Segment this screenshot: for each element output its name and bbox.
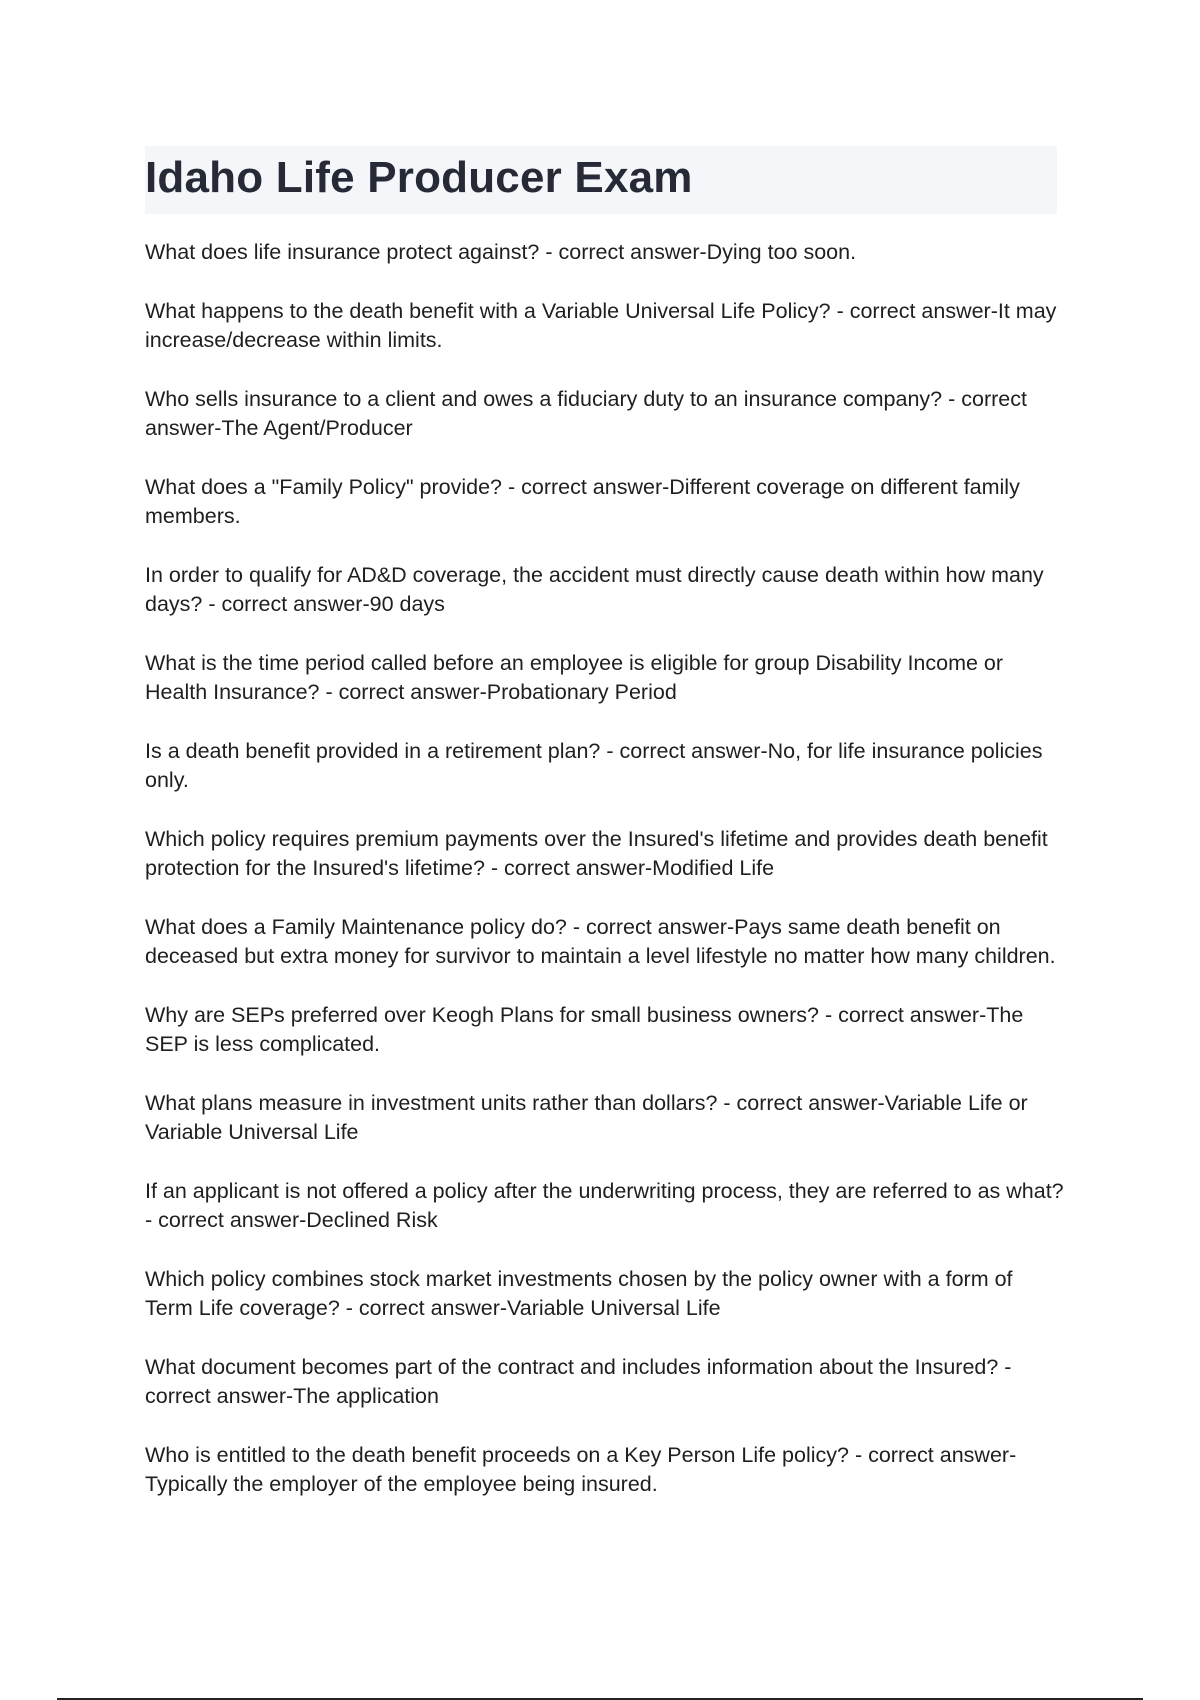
qa-item: What plans measure in investment units rather than dollars? - correct answer-Variable Life or Variable Universal Life <box>145 1090 1028 1144</box>
qa-list <box>145 238 1065 1529</box>
qa-item: What happens to the death benefit with a Variable Universal Life Policy? - correct answer-It may increase/decrease within limits. <box>145 298 1057 352</box>
qa-item: Which policy requires premium payments over the Insured's lifetime and provides death benefit protection for the Insured's lifetime? - correct answer-Modified Life <box>145 826 1048 880</box>
qa-item: Who sells insurance to a client and owes a fiduciary duty to an insurance company? - correct answer-The Agent/Producer <box>145 386 1027 440</box>
title-banner <box>145 146 1057 214</box>
qa-item: What is the time period called before an employee is eligible for group Disability Income or Health Insurance? - correct answer-Probationary Period <box>145 650 1004 704</box>
qa-item: Which policy combines stock market investments chosen by the policy owner with a form of Term Life coverage? - correct answer-Variable Universal Life <box>145 1266 1013 1320</box>
qa-item: What does a Family Maintenance policy do? - correct answer-Pays same death benefit on deceased but extra money for survivor to maintain a level lifestyle no matter how many children. <box>145 914 1056 968</box>
qa-item: What does life insurance protect against? - correct answer-Dying too soon. <box>145 240 857 264</box>
qa-item: What document becomes part of the contract and includes information about the Insured? - correct answer-The application <box>145 1354 1012 1408</box>
qa-item: Who is entitled to the death benefit proceeds on a Key Person Life policy? - correct answer-Typically the employer of the employee being insured. <box>145 1442 1017 1496</box>
qa-item: In order to qualify for AD&D coverage, the accident must directly cause death within how many days? - correct answer-90 days <box>145 562 1044 616</box>
qa-item: What does a "Family Policy" provide? - correct answer-Different coverage on different family members. <box>145 474 1020 528</box>
qa-item: Why are SEPs preferred over Keogh Plans for small business owners? - correct answer-The SEP is less complicated. <box>145 1002 1024 1056</box>
page-title: Idaho Life Producer Exam <box>145 153 693 202</box>
qa-item: Is a death benefit provided in a retirement plan? - correct answer-No, for life insurance policies only. <box>145 738 1043 792</box>
qa-item: If an applicant is not offered a policy after the underwriting process, they are referred to as what? - correct answer-Declined Risk <box>145 1178 1064 1232</box>
